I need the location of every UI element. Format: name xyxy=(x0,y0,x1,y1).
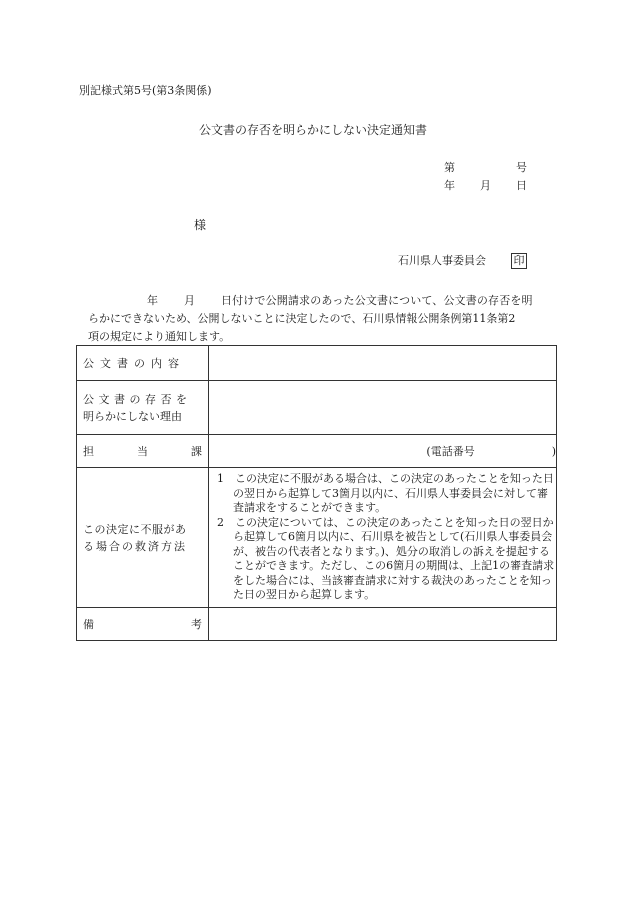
reason-label-b: 明らかにしない理由 xyxy=(83,409,182,423)
table-row xyxy=(77,608,557,641)
remedy-label-a: この決定に不服があ xyxy=(83,522,187,536)
reason-value-cell xyxy=(209,381,557,435)
department-label-cell xyxy=(77,435,209,468)
reason-label-a: 公文書の存否を xyxy=(83,392,192,406)
phone-cell xyxy=(209,435,557,468)
content-label-cell xyxy=(77,346,209,381)
document-title: 公文書の存否を明らかにしない決定通知書 xyxy=(199,123,428,137)
content-value-cell xyxy=(209,346,557,381)
remarks-value-cell xyxy=(209,608,557,641)
remedy-item-2: 2 この決定については、この決定のあったことを知った日の翌日から起算して6箇月以内に、石川県を被告として(石川県人事委員会が、被告の代表者となります。)、処分の取消しの訴えを提起することができます。ただし、この6箇月の期間は、上記1の審査請求をした場合には、当該審査請求に対する裁決のあったことを知った日の翌日から起算します。 xyxy=(217,515,555,602)
info-table xyxy=(76,345,557,641)
content-label: 公文書の内容 xyxy=(83,357,185,370)
seal-stamp: 印 xyxy=(511,253,527,269)
reason-label-cell xyxy=(77,381,209,435)
sender-name: 石川県人事委員会 xyxy=(398,254,486,267)
number-prefix: 第 xyxy=(444,161,455,174)
department-label: 担 当 課 xyxy=(83,445,202,458)
remedy-label-cell xyxy=(77,468,209,608)
table-row xyxy=(77,435,557,468)
date-month: 月 xyxy=(480,179,491,192)
remedy-item-1: 1 この決定に不服がある場合は、この決定のあったことを知った日の翌日から起算して3箇月以内に、石川県人事委員会に対して審査請求をすることができます。 xyxy=(217,472,554,515)
form-reference: 別記様式第5号(第3条関係) xyxy=(79,84,212,97)
date-year: 年 xyxy=(444,179,455,192)
body-year: 年 xyxy=(147,294,158,307)
phone-label: (電話番号 ) xyxy=(426,445,556,458)
table-row xyxy=(77,346,557,381)
body-month: 月 xyxy=(184,294,195,307)
body-line-3: 項の規定により通知します。 xyxy=(88,330,231,343)
remedy-label-b: る場合の救済方法 xyxy=(83,539,187,553)
date-day: 日 xyxy=(516,179,527,192)
table-row xyxy=(77,381,557,435)
remarks-label: 備 考 xyxy=(83,618,202,631)
remarks-label-cell xyxy=(77,608,209,641)
table-row xyxy=(77,468,557,608)
addressee: 様 xyxy=(194,218,207,232)
remedy-cell xyxy=(209,468,557,608)
body-line-1-text: 日付けで公開請求のあった公文書について、公文書の存否を明 xyxy=(221,294,533,307)
body-line-2: らかにできないため、公開しないことに決定したので、石川県情報公開条例第11条第2 xyxy=(88,312,516,325)
number-suffix: 号 xyxy=(516,161,527,174)
